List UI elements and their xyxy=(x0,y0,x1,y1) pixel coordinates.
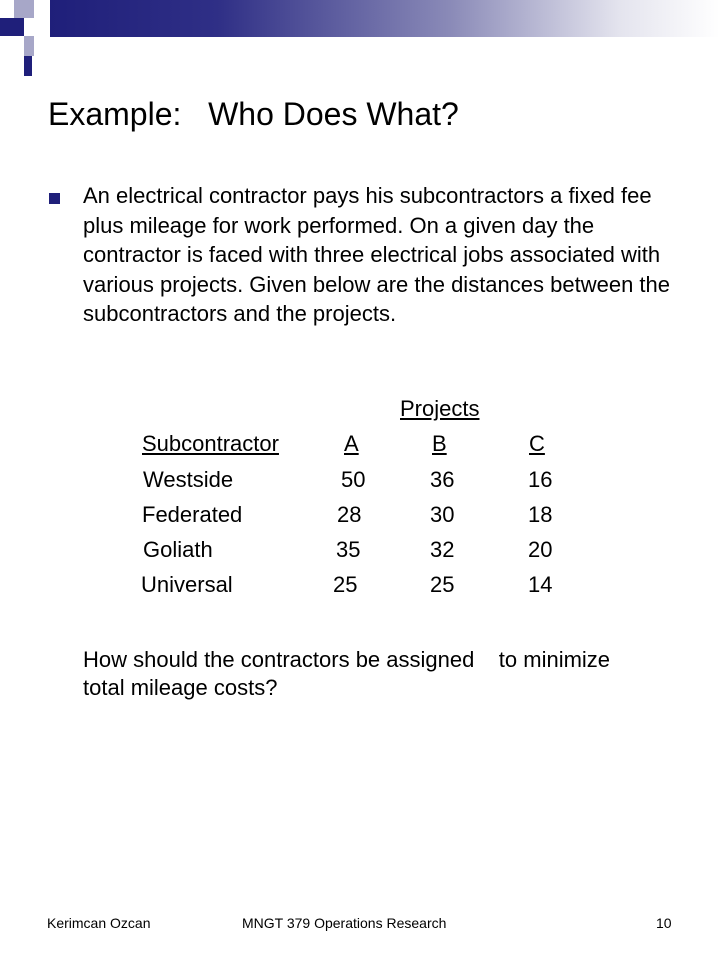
federated-c: 18 xyxy=(528,502,553,527)
goliath-c: 20 xyxy=(528,537,553,562)
goliath-a: 35 xyxy=(336,537,361,562)
goliath-b: 32 xyxy=(430,537,455,562)
westside-b: 36 xyxy=(430,467,455,492)
row-name-westside: Westside xyxy=(143,467,234,492)
header-gradient-band xyxy=(50,0,720,37)
corner-square-navy xyxy=(0,18,14,36)
slide-title: Example: Who Does What? xyxy=(48,96,459,132)
corner-square-light-small xyxy=(24,36,34,56)
westside-a: 50 xyxy=(341,467,366,492)
question-text: How should the contractors be assigned to minimize total mileage costs? xyxy=(83,647,617,700)
universal-c: 14 xyxy=(528,572,553,597)
universal-a: 25 xyxy=(333,572,358,597)
column-header-c: C xyxy=(529,431,545,456)
universal-b: 25 xyxy=(430,572,455,597)
corner-square-light xyxy=(14,0,34,18)
subcontractor-header: Subcontractor xyxy=(142,431,279,456)
westside-c: 16 xyxy=(528,467,553,492)
corner-square-navy-small xyxy=(14,18,24,36)
column-header-b: B xyxy=(432,431,447,456)
footer-page-number: 10 xyxy=(656,915,672,931)
federated-a: 28 xyxy=(337,502,362,527)
row-name-goliath: Goliath xyxy=(143,537,213,562)
footer-course: MNGT 379 Operations Research xyxy=(242,915,447,931)
row-name-universal: Universal xyxy=(141,572,233,597)
bullet-text: An electrical contractor pays his subcontractors a fixed fee plus mileage for work performed. On a given day the contractor is faced with three electrical jobs associated with various projects. Given below are the distances between the subcontractors and the projects. xyxy=(83,183,670,327)
row-name-federated: Federated xyxy=(142,502,243,527)
footer-author: Kerimcan Ozcan xyxy=(47,915,151,931)
column-header-a: A xyxy=(344,431,359,456)
projects-header: Projects xyxy=(400,396,480,421)
federated-b: 30 xyxy=(430,502,455,527)
bullet-square-icon xyxy=(49,193,60,204)
corner-square-navy-bottom xyxy=(24,56,32,76)
